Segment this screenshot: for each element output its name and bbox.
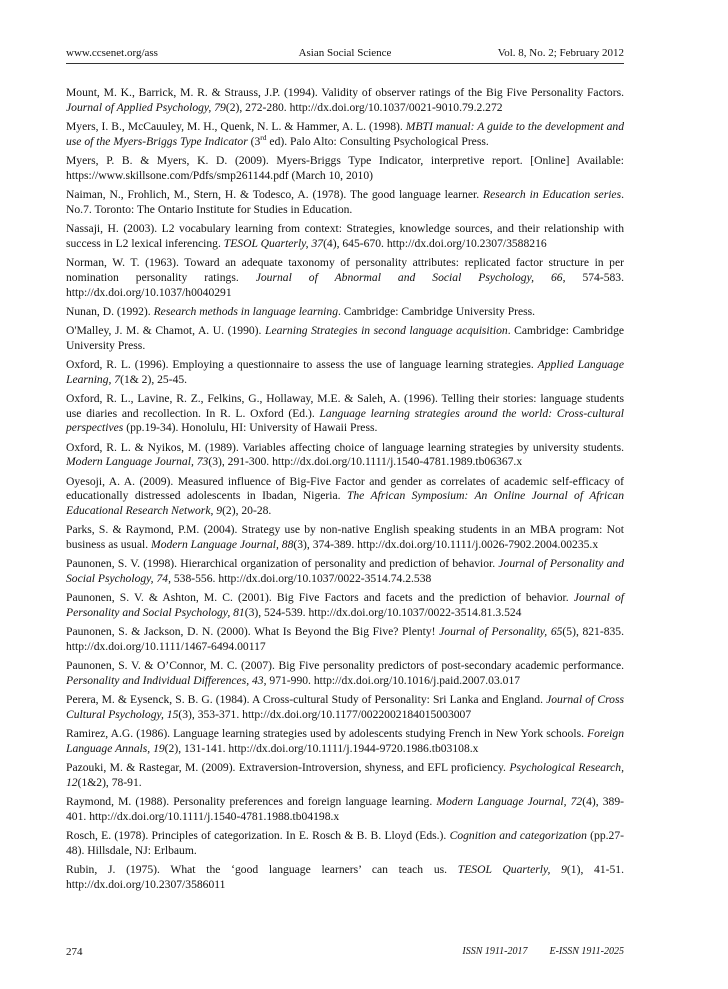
italic-text: Modern Language Journal, 88	[151, 538, 294, 552]
reference-entry	[66, 659, 624, 689]
reference-entry	[66, 256, 624, 300]
reference-text: Naiman, N., Frohlich, M., Stern, H. & Todesco, A. (1978). The good language learner.	[66, 187, 483, 201]
reference-text: (1& 2), 25-45.	[120, 372, 188, 386]
reference-entry	[66, 761, 624, 791]
reference-text: Rubin, J. (1975). What the ‘good language learners’ can teach us.	[66, 863, 458, 877]
reference-entry	[66, 693, 624, 723]
reference-text: (3), 374-389. http://dx.doi.org/10.1111/j.0026-7902.2004.00235.x	[293, 538, 599, 552]
reference-entry	[66, 863, 624, 893]
italic-text: TESOL Quarterly, 9	[457, 863, 567, 877]
reference-entry	[66, 795, 624, 825]
issn: ISSN 1911-2017	[462, 946, 528, 957]
reference-text: Norman, W. T. (1963). Toward an adequate taxonomy of personality attributes: replicated factor structure in per nomination personality ratings.	[66, 255, 624, 284]
italic-text: Foreign Language Annals, 19	[66, 727, 624, 756]
reference-entry	[66, 305, 624, 320]
reference-text: Oxford, R. L. (1996). Employing a questionnaire to assess the use of language learning strategies.	[66, 357, 538, 371]
italic-text: Language learning strategies around the world: Cross-cultural perspectives	[66, 406, 624, 435]
reference-entry	[66, 222, 624, 252]
reference-text: Myers, P. B. & Myers, K. D. (2009). Myers-Briggs Type Indicator, interpretive report. [Online] Available: https://www.skillsone.com/Pdfs/smp261144.pdf (March 10, 2010)	[66, 153, 624, 182]
superscript-text: rd	[260, 132, 267, 142]
reference-entry	[66, 557, 624, 587]
reference-text: O'Malley, J. M. & Chamot, A. U. (1990).	[66, 323, 266, 337]
reference-text: (2), 20-28.	[222, 504, 272, 518]
reference-entry	[66, 475, 624, 519]
reference-entry	[66, 829, 624, 859]
reference-text: Perera, M. & Eysenck, S. B. G. (1984). A Cross-cultural Study of Personality: Sri Lanka and England.	[66, 693, 547, 707]
reference-text: Pazouki, M. & Rastegar, M. (2009). Extraversion-Introversion, shyness, and EFL proficiency.	[66, 761, 510, 775]
running-header	[66, 46, 624, 62]
reference-entry	[66, 727, 624, 757]
reference-entry	[66, 441, 624, 471]
journal-name: Asian Social Science	[298, 47, 392, 59]
reference-entry	[66, 120, 624, 150]
reference-entry	[66, 591, 624, 621]
reference-entry	[66, 324, 624, 354]
italic-text: Personality and Individual Differences, 43	[66, 674, 264, 688]
italic-text: Cognition and categorization	[449, 829, 587, 843]
italic-text: Applied Language Learning, 7	[66, 357, 624, 386]
reference-text: (2), 272-280. http://dx.doi.org/10.1037/0021-9010.79.2.272	[225, 100, 503, 114]
reference-text: Oyesoji, A. A. (2009). Measured influence of Big-Five Factor and gender as correlates of academic self-efficacy of educationally distressed adolescents in Ibadan, Nigeria.	[66, 474, 624, 503]
reference-text: , 971-990. http://dx.doi.org/10.1016/j.paid.2007.03.017	[263, 674, 521, 688]
italic-text: Modern Language Journal, 73	[66, 455, 209, 469]
italic-text: Journal of Applied Psychology, 79	[66, 100, 226, 114]
italic-text: Psychological Research, 12	[66, 761, 625, 790]
reference-text: , 538-556. http://dx.doi.org/10.1037/0022-3514.74.2.538	[168, 572, 432, 586]
reference-entry	[66, 523, 624, 553]
reference-text: (4), 645-670. http://dx.doi.org/10.2307/3588216	[323, 236, 547, 250]
reference-entry	[66, 358, 624, 388]
reference-text: Paunonen, S. V. & Ashton, M. C. (2001). Big Five Factors and facets and the prediction of behavior.	[66, 591, 574, 605]
reference-entry	[66, 392, 624, 436]
reference-text: (3), 524-539. http://dx.doi.org/10.1037/0022-3514.81.3.524	[244, 606, 522, 620]
reference-text: (pp.27-48). Hillsdale, NJ: Erlbaum.	[66, 829, 624, 858]
reference-text: Paunonen, S. V. (1998). Hierarchical organization of personality and prediction of behavior.	[66, 557, 499, 571]
italic-text: Journal of Personality and Social Psychology, 81	[66, 591, 625, 620]
reference-text: . Cambridge: Cambridge University Press.	[338, 304, 536, 318]
reference-text: (3), 291-300. http://dx.doi.org/10.1111/j.1540-4781.1989.tb06367.x	[208, 455, 523, 469]
reference-entry	[66, 188, 624, 218]
reference-text: Paunonen, S. V. & O’Connor, M. C. (2007). Big Five personality predictors of post-secondary academic performance.	[66, 659, 624, 673]
italic-text: Learning Strategies in second language acquisition	[265, 323, 508, 337]
reference-text: (pp.19-34). Honolulu, HI: University of Hawaii Press.	[123, 421, 378, 435]
reference-text: Ramirez, A.G. (1986). Language learning strategies used by adolescents studying French in New York schools.	[66, 727, 588, 741]
reference-entry	[66, 625, 624, 655]
header-rule	[66, 63, 624, 64]
reference-text: Nunan, D. (1992).	[66, 304, 154, 318]
italic-text: Modern Language Journal, 72	[436, 795, 583, 809]
reference-text: Raymond, M. (1988). Personality preferences and foreign language learning.	[66, 795, 437, 809]
italic-text: Research in Education series	[483, 187, 622, 201]
reference-text: . Cambridge: Cambridge University Press.	[66, 323, 625, 352]
reference-text: (1), 41-51. http://dx.doi.org/10.2307/3586011	[66, 863, 625, 892]
italic-text: Journal of Personality, 65	[439, 625, 563, 639]
reference-text: Nassaji, H. (2003). L2 vocabulary learning from context: Strategies, knowledge sources, and their relationship with success in L2 lexical inferencing.	[66, 221, 624, 250]
reference-text: Oxford, R. L. & Nyikos, M. (1989). Variables affecting choice of language learning strategies by university students.	[66, 440, 624, 454]
reference-text: Parks, S. & Raymond, P.M. (2004). Strategy use by non-native English speaking students in an MBA program: Not business as usual.	[66, 523, 624, 552]
reference-text: (5), 821-835. http://dx.doi.org/10.1111/1467-6494.00117	[66, 625, 625, 654]
italic-text: The African Symposium: An Online Journal of African Educational Research Network, 9	[66, 489, 624, 518]
page-number: 274	[66, 946, 83, 958]
reference-text: (2), 131-141. http://dx.doi.org/10.1111/j.1944-9720.1986.tb03108.x	[164, 742, 479, 756]
reference-text: , 574-583. http://dx.doi.org/10.1037/h0040291	[66, 270, 624, 299]
reference-entry	[66, 86, 624, 116]
reference-text: (3	[247, 134, 261, 148]
reference-text: (1&2), 78-91.	[77, 776, 142, 790]
reference-text: Rosch, E. (1978). Principles of categorization. In E. Rosch & B. B. Lloyd (Eds.).	[66, 829, 450, 843]
reference-text: (3), 353-371. http://dx.doi.org/10.1177/0022002184015003007	[178, 708, 472, 722]
reference-list	[66, 86, 624, 897]
italic-text: Journal of Cross Cultural Psychology, 15	[66, 693, 624, 722]
reference-text: Oxford, R. L., Lavine, R. Z., Felkins, G., Hollaway, M.E. & Saleh, A. (1996). Telling their stories: language students use diaries and recollection. In R. L. Oxford (Ed.).	[66, 391, 624, 420]
volume-info: Vol. 8, No. 2; February 2012	[497, 47, 624, 59]
italic-text: Journal of Personality and Social Psychology, 74	[66, 557, 624, 586]
reference-text: ed). Palo Alto: Consulting Psychological Press.	[266, 134, 489, 148]
eissn: E-ISSN 1911-2025	[549, 946, 624, 957]
reference-text: . No.7. Toronto: The Ontario Institute for Studies in Education.	[66, 187, 624, 216]
reference-text: Paunonen, S. & Jackson, D. N. (2000). What Is Beyond the Big Five? Plenty!	[66, 625, 440, 639]
italic-text: MBTI manual: A guide to the development and use of the Myers-Briggs Type Indicator	[66, 119, 625, 148]
reference-text: Mount, M. K., Barrick, M. R. & Strauss, J.P. (1994). Validity of observer ratings of the Big Five Personality Factors.	[66, 86, 624, 99]
reference-text: (4), 389-401. http://dx.doi.org/10.1111/j.1540-4781.1988.tb04198.x	[66, 795, 624, 824]
italic-text: TESOL Quarterly, 37	[223, 236, 324, 250]
italic-text: Research methods in language learning	[153, 304, 338, 318]
italic-text: Journal of Abnormal and Social Psychology, 66	[255, 270, 563, 284]
journal-website: www.ccsenet.org/ass	[66, 47, 158, 59]
reference-text: Myers, I. B., McCauuley, M. H., Quenk, N. L. & Hammer, A. L. (1998).	[66, 119, 406, 133]
reference-entry	[66, 154, 624, 184]
page-footer	[66, 946, 624, 962]
issn-info	[440, 946, 624, 957]
